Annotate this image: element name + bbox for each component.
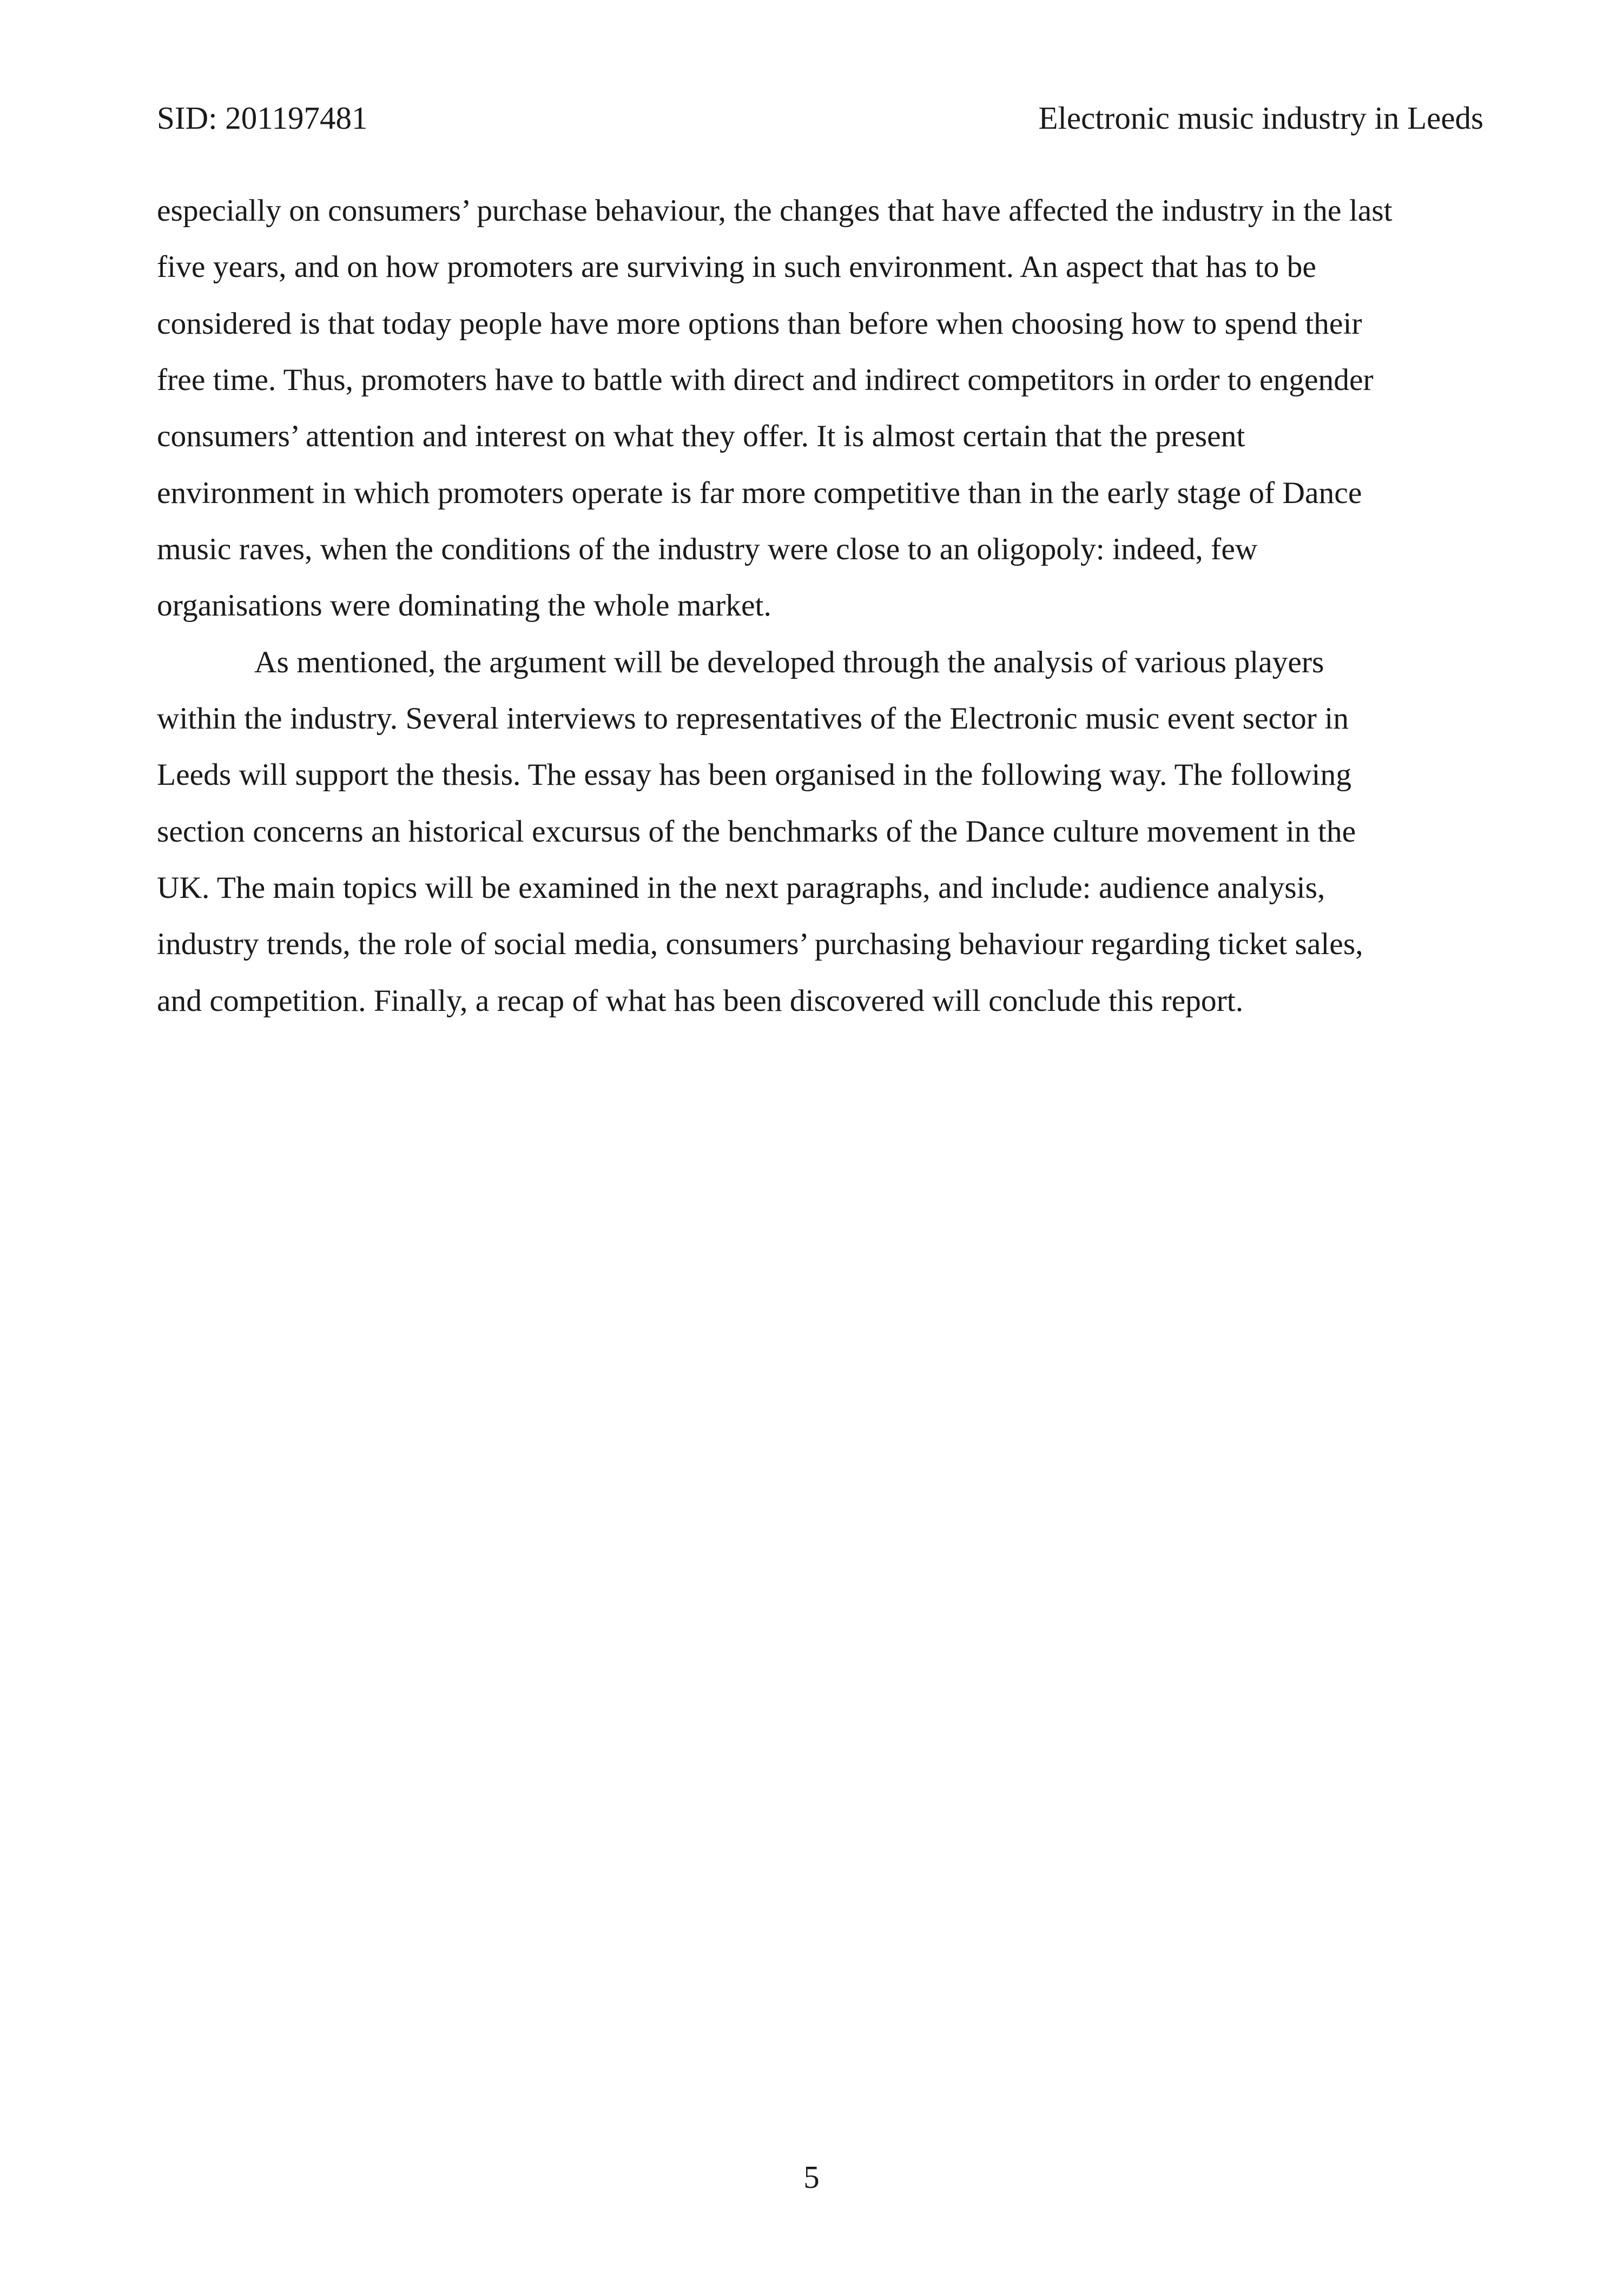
student-id: SID: 201197481: [157, 100, 368, 136]
text-line: especially on consumers’ purchase behaviour, the changes that have affected the industry in the last: [157, 194, 1393, 228]
text-line: section concerns an historical excursus of the benchmarks of the Dance culture movement in the: [157, 815, 1356, 849]
running-title: Electronic music industry in Leeds: [1038, 100, 1483, 136]
text-line: UK. The main topics will be examined in the next paragraphs, and include: audience analysis,: [157, 871, 1325, 905]
text-line: consumers’ attention and interest on what they offer. It is almost certain that the present: [157, 419, 1245, 453]
text-line: within the industry. Several interviews to representatives of the Electronic music event sector in: [157, 702, 1349, 736]
text-line: five years, and on how promoters are surviving in such environment. An aspect that has to be: [157, 250, 1316, 284]
text-line: and competition. Finally, a recap of what has been discovered will conclude this report.: [157, 984, 1244, 1018]
text-line: free time. Thus, promoters have to battle with direct and indirect competitors in order to engender: [157, 363, 1374, 397]
page-number: 5: [803, 2159, 820, 2195]
text-line: As mentioned, the argument will be developed through the analysis of various players: [254, 645, 1324, 679]
text-line: organisations were dominating the whole market.: [157, 588, 771, 623]
text-line: considered is that today people have more options than before when choosing how to spend their: [157, 307, 1362, 341]
text-line: environment in which promoters operate is far more competitive than in the early stage of Dance: [157, 476, 1362, 510]
text-line: music raves, when the conditions of the industry were close to an oligopoly: indeed, few: [157, 532, 1258, 566]
text-line: Leeds will support the thesis. The essay has been organised in the following way. The following: [157, 758, 1352, 792]
text-line: industry trends, the role of social media, consumers’ purchasing behaviour regarding ticket sales,: [157, 927, 1363, 961]
page-header: [157, 96, 1483, 140]
